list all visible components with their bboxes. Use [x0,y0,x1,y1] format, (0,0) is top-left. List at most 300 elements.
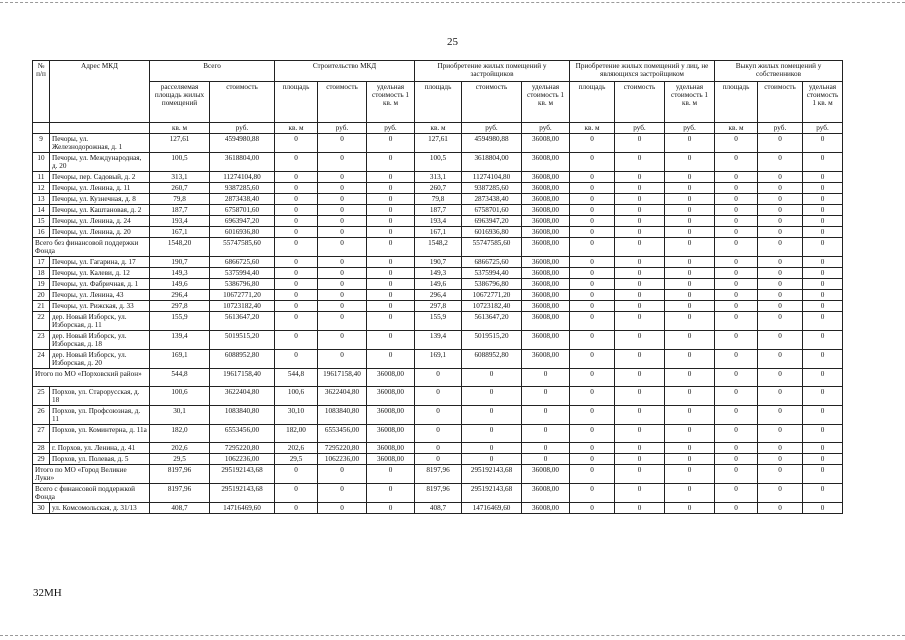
value-cell: 0 [758,227,803,238]
value-cell: 0 [758,369,803,387]
row-number: 23 [33,331,50,350]
value-cell: 0 [367,503,415,514]
value-cell: 0 [758,257,803,268]
value-cell: 0 [715,216,758,227]
subheader-unit-cost: удельная стоимость 1 кв. м [665,82,715,123]
scan-bottom-edge [0,635,905,636]
value-cell: 0 [665,205,715,216]
value-cell: 0 [570,238,615,257]
header-total: Всего [150,61,275,82]
value-cell: 36008,00 [367,369,415,387]
value-cell: 0 [715,153,758,172]
value-cell: 100,6 [150,387,210,406]
address-cell: Порхов, ул. Полевая, д. 5 [50,454,150,465]
value-cell: 0 [615,312,665,331]
unit-sqm: кв. м [415,123,462,134]
value-cell: 0 [715,227,758,238]
address-cell: Печоры, ул. Ленина, д. 11 [50,183,150,194]
value-cell: 0 [275,153,318,172]
table-row [33,172,843,183]
value-cell: 0 [615,183,665,194]
value-cell: 0 [367,350,415,369]
value-cell: 0 [803,216,843,227]
value-cell: 8197,96 [415,484,462,503]
value-cell: 30,1 [150,406,210,425]
value-cell: 0 [803,312,843,331]
row-number: 12 [33,183,50,194]
value-cell: 0 [570,331,615,350]
value-cell: 0 [615,387,665,406]
value-cell: 0 [615,350,665,369]
value-cell: 0 [275,465,318,484]
value-cell: 295192143,68 [462,484,522,503]
header-purchase-non-developer: Приобретение жилых помещений у лиц, не являющихся застройщиком [570,61,715,82]
scan-top-edge [0,2,905,3]
value-cell: 0 [615,268,665,279]
table-row [33,454,843,465]
value-cell: 0 [462,443,522,454]
value-cell: 0 [318,257,367,268]
value-cell: 3622404,80 [318,387,367,406]
value-cell: 100,5 [415,153,462,172]
value-cell: 182,0 [150,425,210,443]
unit-sqm: кв. м [150,123,210,134]
value-cell: 0 [367,465,415,484]
value-cell: 0 [522,406,570,425]
value-cell: 36008,00 [522,279,570,290]
value-cell: 0 [665,216,715,227]
table-row [33,134,843,153]
value-cell: 182,00 [275,425,318,443]
value-cell: 0 [415,454,462,465]
header-purchase-developer: Приобретение жилых помещений у застройщиков [415,61,570,82]
value-cell: 55747585,60 [462,238,522,257]
value-cell: 0 [615,465,665,484]
table-row [33,257,843,268]
unit-rub: руб. [318,123,367,134]
value-cell: 0 [615,279,665,290]
value-cell: 0 [367,268,415,279]
value-cell: 6758701,60 [210,205,275,216]
row-number: 9 [33,134,50,153]
value-cell: 0 [275,216,318,227]
subheader-unit-cost: удельная стоимость 1 кв. м [367,82,415,123]
value-cell: 100,6 [275,387,318,406]
value-cell: 0 [615,425,665,443]
value-cell: 295192143,68 [462,465,522,484]
value-cell: 36008,00 [522,503,570,514]
row-number: 13 [33,194,50,205]
value-cell: 0 [665,290,715,301]
value-cell: 0 [758,268,803,279]
address-cell: ул. Комсомольская, д. 31/13 [50,503,150,514]
subheader-cost: стоимость [615,82,665,123]
value-cell: 0 [715,425,758,443]
value-cell: 0 [715,484,758,503]
value-cell: 0 [715,454,758,465]
value-cell: 0 [318,238,367,257]
value-cell: 0 [715,350,758,369]
value-cell: 0 [803,503,843,514]
value-cell: 0 [803,350,843,369]
value-cell: 0 [367,238,415,257]
address-cell: Печоры, пер. Садовый, д. 2 [50,172,150,183]
row-number: 30 [33,503,50,514]
value-cell: 0 [715,172,758,183]
value-cell: 2873438,40 [462,194,522,205]
value-cell: 0 [275,257,318,268]
table-row [33,153,843,172]
value-cell: 0 [615,454,665,465]
value-cell: 0 [758,331,803,350]
row-number: 15 [33,216,50,227]
value-cell: 0 [570,387,615,406]
value-cell: 0 [462,425,522,443]
value-cell: 0 [615,369,665,387]
value-cell: 0 [803,238,843,257]
value-cell: 0 [275,301,318,312]
value-cell: 36008,00 [522,227,570,238]
value-cell: 0 [570,290,615,301]
value-cell: 190,7 [415,257,462,268]
value-cell: 0 [275,350,318,369]
value-cell: 0 [615,205,665,216]
value-cell: 0 [715,194,758,205]
value-cell: 0 [570,172,615,183]
value-cell: 30,10 [275,406,318,425]
value-cell: 6016936,80 [462,227,522,238]
value-cell: 36008,00 [522,205,570,216]
value-cell: 0 [715,387,758,406]
value-cell: 0 [715,257,758,268]
footer-code: 32МН [33,587,62,599]
address-cell: Печоры, ул. Международная, д. 20 [50,153,150,172]
value-cell: 0 [318,227,367,238]
value-cell: 0 [367,134,415,153]
value-cell: 0 [715,331,758,350]
value-cell: 169,1 [415,350,462,369]
value-cell: 1062236,00 [318,454,367,465]
value-cell: 6866725,60 [210,257,275,268]
value-cell: 5375994,40 [462,268,522,279]
value-cell: 0 [803,268,843,279]
value-cell: 0 [318,134,367,153]
value-cell: 0 [665,425,715,443]
value-cell: 0 [665,484,715,503]
row-number: 25 [33,387,50,406]
value-cell: 29,5 [275,454,318,465]
value-cell: 0 [803,134,843,153]
table-row [33,425,843,443]
value-cell: 0 [570,301,615,312]
row-number: 21 [33,301,50,312]
value-cell: 8197,96 [415,465,462,484]
value-cell: 0 [758,406,803,425]
value-cell: 0 [758,484,803,503]
value-cell: 9387285,60 [462,183,522,194]
value-cell: 1062236,00 [210,454,275,465]
value-cell: 0 [758,425,803,443]
value-cell: 0 [318,205,367,216]
value-cell: 0 [570,454,615,465]
value-cell: 0 [715,406,758,425]
address-cell: Порхов, ул. Старорусская, д. 18 [50,387,150,406]
value-cell: 0 [275,172,318,183]
value-cell: 0 [615,484,665,503]
header-address: Адрес МКД [50,61,150,123]
value-cell: 0 [415,443,462,454]
value-cell: 0 [803,465,843,484]
value-cell: 0 [570,153,615,172]
value-cell: 0 [367,172,415,183]
value-cell: 0 [275,503,318,514]
value-cell: 0 [803,443,843,454]
value-cell: 0 [715,503,758,514]
value-cell: 36008,00 [522,268,570,279]
value-cell: 0 [715,238,758,257]
value-cell: 0 [758,465,803,484]
value-cell: 0 [570,312,615,331]
value-cell: 149,3 [150,268,210,279]
value-cell: 0 [803,194,843,205]
value-cell: 0 [522,425,570,443]
value-cell: 0 [758,350,803,369]
value-cell: 0 [275,279,318,290]
value-cell: 0 [462,406,522,425]
header-no: № п/п [33,61,50,123]
value-cell: 0 [715,279,758,290]
value-cell: 408,7 [150,503,210,514]
table-body [33,134,843,514]
table-row [33,301,843,312]
table-row [33,227,843,238]
value-cell: 7295220,80 [210,443,275,454]
value-cell: 0 [615,290,665,301]
value-cell: 0 [665,279,715,290]
subheader-area: площадь [275,82,318,123]
value-cell: 100,5 [150,153,210,172]
value-cell: 36008,00 [522,257,570,268]
value-cell: 36008,00 [522,238,570,257]
value-cell: 5613647,20 [462,312,522,331]
value-cell: 0 [615,194,665,205]
value-cell: 79,8 [415,194,462,205]
value-cell: 139,4 [150,331,210,350]
unit-rub: руб. [210,123,275,134]
value-cell: 0 [318,194,367,205]
unit-empty [50,123,150,134]
value-cell: 0 [275,484,318,503]
row-number: 22 [33,312,50,331]
subheader-unit-cost: удельная стоимость 1 кв. м [803,82,843,123]
value-cell: 3622404,80 [210,387,275,406]
value-cell: 167,1 [415,227,462,238]
value-cell: 0 [275,331,318,350]
value-cell: 0 [367,484,415,503]
subheader-area: площадь [715,82,758,123]
row-number: 10 [33,153,50,172]
value-cell: 0 [803,484,843,503]
unit-rub: руб. [462,123,522,134]
value-cell: 0 [275,268,318,279]
value-cell: 0 [318,465,367,484]
value-cell: 0 [462,387,522,406]
value-cell: 29,5 [150,454,210,465]
value-cell: 0 [665,194,715,205]
value-cell: 6016936,80 [210,227,275,238]
value-cell: 0 [615,331,665,350]
value-cell: 0 [758,153,803,172]
value-cell: 0 [803,183,843,194]
value-cell: 0 [758,216,803,227]
value-cell: 0 [318,216,367,227]
value-cell: 0 [570,134,615,153]
row-number: 27 [33,425,50,443]
value-cell: 5386796,80 [210,279,275,290]
value-cell: 0 [715,183,758,194]
unit-rub: руб. [367,123,415,134]
value-cell: 0 [570,257,615,268]
value-cell: 0 [318,268,367,279]
value-cell: 0 [318,331,367,350]
value-cell: 0 [803,454,843,465]
unit-empty [33,123,50,134]
value-cell: 295192143,68 [210,484,275,503]
value-cell: 0 [367,183,415,194]
value-cell: 14716469,60 [210,503,275,514]
value-cell: 297,8 [415,301,462,312]
value-cell: 36008,00 [367,454,415,465]
value-cell: 6088952,80 [462,350,522,369]
table-total-row [33,369,843,387]
address-cell: Порхов, ул. Коминтерна, д. 11а [50,425,150,443]
value-cell: 36008,00 [522,172,570,183]
value-cell: 0 [462,369,522,387]
value-cell: 0 [275,227,318,238]
value-cell: 36008,00 [522,134,570,153]
value-cell: 0 [318,350,367,369]
value-cell: 6758701,60 [462,205,522,216]
value-cell: 149,3 [415,268,462,279]
subheader-area: площадь [415,82,462,123]
address-cell: Печоры, ул. Калеви, д. 12 [50,268,150,279]
value-cell: 36008,00 [522,216,570,227]
value-cell: 0 [615,301,665,312]
total-label: Всего без финансовой поддержки Фонда [33,238,150,257]
value-cell: 0 [367,312,415,331]
value-cell: 19617158,40 [318,369,367,387]
value-cell: 0 [570,268,615,279]
value-cell: 5019515,20 [210,331,275,350]
value-cell: 0 [665,331,715,350]
value-cell: 0 [275,312,318,331]
value-cell: 296,4 [150,290,210,301]
value-cell: 544,8 [275,369,318,387]
value-cell: 0 [715,369,758,387]
value-cell: 0 [615,172,665,183]
value-cell: 0 [665,257,715,268]
value-cell: 14716469,60 [462,503,522,514]
subheader-resettled-area: расселяемая площадь жилых помещений [150,82,210,123]
address-cell: Печоры, ул. Гагарина, д. 17 [50,257,150,268]
value-cell: 36008,00 [522,290,570,301]
value-cell: 0 [665,406,715,425]
value-cell: 313,1 [415,172,462,183]
value-cell: 0 [367,153,415,172]
value-cell: 0 [570,369,615,387]
value-cell: 6088952,80 [210,350,275,369]
value-cell: 0 [665,227,715,238]
value-cell: 0 [665,350,715,369]
value-cell: 36008,00 [522,312,570,331]
value-cell: 0 [275,183,318,194]
value-cell: 1083840,80 [210,406,275,425]
value-cell: 0 [715,443,758,454]
value-cell: 0 [715,268,758,279]
value-cell: 0 [758,279,803,290]
value-cell: 0 [318,279,367,290]
address-cell: Печоры, ул. Ленина, 43 [50,290,150,301]
value-cell: 0 [570,183,615,194]
value-cell: 0 [715,205,758,216]
table-row [33,183,843,194]
value-cell: 260,7 [415,183,462,194]
value-cell: 295192143,68 [210,465,275,484]
value-cell: 0 [803,290,843,301]
value-cell: 0 [318,484,367,503]
value-cell: 1548,2 [415,238,462,257]
value-cell: 36008,00 [367,425,415,443]
table-row [33,268,843,279]
value-cell: 0 [615,227,665,238]
value-cell: 36008,00 [522,194,570,205]
table-row [33,216,843,227]
value-cell: 5386796,80 [462,279,522,290]
value-cell: 9387285,60 [210,183,275,194]
value-cell: 155,9 [150,312,210,331]
value-cell: 0 [665,301,715,312]
header-construction: Строительство МКД [275,61,415,82]
total-label: Итого по МО «Город Великие Луки» [33,465,150,484]
value-cell: 139,4 [415,331,462,350]
value-cell: 36008,00 [522,331,570,350]
table-row [33,290,843,301]
row-number: 17 [33,257,50,268]
value-cell: 0 [803,387,843,406]
value-cell: 10723182,40 [210,301,275,312]
value-cell: 0 [367,331,415,350]
page-number: 25 [447,36,458,48]
value-cell: 0 [615,443,665,454]
value-cell: 6553456,00 [318,425,367,443]
value-cell: 0 [758,301,803,312]
value-cell: 0 [367,205,415,216]
row-number: 28 [33,443,50,454]
value-cell: 6553456,00 [210,425,275,443]
address-cell: Печоры, ул. Ленина, д. 24 [50,216,150,227]
address-cell: Печоры, ул. Ленина, д. 20 [50,227,150,238]
address-cell: Порхов, ул. Профсоюзная, д. 11 [50,406,150,425]
subheader-cost: стоимость [210,82,275,123]
table-row [33,279,843,290]
value-cell: 0 [615,406,665,425]
value-cell: 0 [522,369,570,387]
value-cell: 0 [715,312,758,331]
value-cell: 0 [275,238,318,257]
value-cell: 0 [758,387,803,406]
value-cell: 0 [758,238,803,257]
subheader-cost: стоимость [758,82,803,123]
